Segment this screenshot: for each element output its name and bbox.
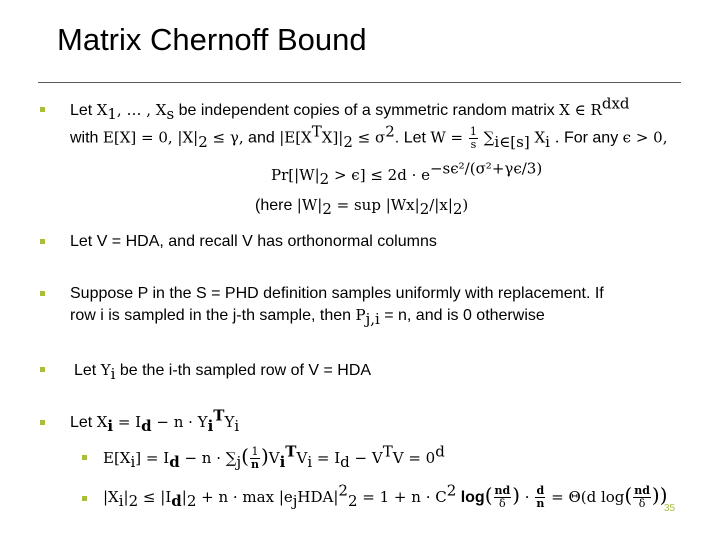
text: and [243,129,280,147]
math: − V [349,449,383,467]
text: . Let [394,129,431,147]
fraction [633,485,651,510]
denominator: n [536,497,545,511]
fraction [250,446,260,471]
paren: ) [512,483,521,507]
denominator: s [470,138,477,151]
math-sup: 2 [446,481,457,500]
fraction [469,126,478,151]
sub-bullet-marker [82,496,87,501]
numerator: nd [494,484,511,498]
title-divider [38,82,681,83]
math: , … , X [116,101,167,119]
numerator: nd [634,484,650,498]
bullet-marker [40,420,45,425]
math-sub: d [171,492,182,511]
math: > ϵ] ≤ 2d · e [329,166,430,184]
math: Pr[|W| [271,166,320,184]
bullet-orthonormal: Let V = HDA, and recall V has orthonormal columns [70,233,437,250]
text: be the i-th sampled row of V = HDA [115,362,372,379]
text: For any [559,129,623,147]
sub-bullet-expectation [103,442,445,472]
math-sub: 1 [107,105,117,124]
math: ] = I [135,449,170,467]
math: ≤ γ, [207,128,244,147]
math: X [529,128,546,147]
math: ) [462,196,469,214]
math-sup: dxd [601,94,630,113]
math-sub: 2 [128,492,139,511]
text: Let [70,102,97,119]
math-sup: T [382,442,393,461]
math: = Θ(d log [546,488,625,506]
math: ∑ [478,128,495,147]
math: | [123,488,129,506]
math: HDA| [297,488,339,506]
math: Y [224,413,235,431]
math-sub: d [340,453,350,472]
math: |W| [296,196,323,214]
math-sub: 2 [186,492,197,511]
math: /|x| [429,196,453,214]
math: |X [103,488,119,506]
math: . [549,128,560,147]
math-sub: 2 [322,200,332,219]
math-sup: 2 [385,122,395,141]
math-sub: j [236,453,242,472]
math-sub: i [130,453,136,472]
denominator: δ [499,497,506,511]
math-sub: j,i [365,310,380,329]
bullet-sampling-line2 [70,304,545,327]
chernoff-note [255,194,468,217]
paren: ) [260,444,269,468]
math: V [268,449,280,467]
math: = sup |Wx| [331,196,420,214]
slide-title: Matrix Chernoff Bound [57,22,367,57]
bullet-chernoff-line1 [70,94,630,124]
math: − n · Y [151,413,208,431]
text: row i is sampled in the j-th sample, then [70,307,356,324]
math: Y [100,361,111,379]
math-sub: i [110,365,116,384]
math: | [181,488,187,506]
math-sup: 2 [338,481,348,500]
math-sub: 2 [198,132,208,151]
math: E[X] = 0, |X| [102,128,199,147]
math: V = 0 [392,449,436,467]
math-sub: 2 [452,200,463,219]
math: W = [430,128,468,147]
text: Let [74,362,101,379]
bullet-sampling-line1: Suppose P in the S = PHD definition samples uniformly with replacement. If [70,285,604,302]
fraction [494,485,512,510]
math: + n · max |e [196,488,293,506]
math: ϵ > 0, [622,128,668,147]
denominator: δ [638,497,646,511]
math: X]| [321,128,344,147]
numerator: d [536,484,545,498]
bullet-marker [40,107,45,112]
math-sub: 2 [319,170,330,189]
math-sup: T [311,122,322,141]
math: E[X [103,449,131,467]
math-sub: i [279,453,286,472]
math-sub: i [234,417,240,436]
math-sub: i [107,417,114,436]
sub-bullet-marker [82,455,87,460]
chernoff-formula [271,159,543,189]
paren: ( [241,444,249,468]
text: with [70,129,103,147]
bullet-marker [40,239,45,244]
math-sub: s [166,105,175,124]
bullet-chernoff-line2 [70,122,668,151]
math-sub: j [292,492,298,511]
math: X ∈ R [559,101,602,119]
math: X [96,413,108,431]
page-number: 35 [664,503,676,514]
math-sup: T [213,406,225,425]
math: = I [312,449,341,467]
bullet-marker [40,291,45,296]
math-sub: i [118,492,124,511]
bullet-define-xi [70,406,240,436]
math-sub: i [207,417,214,436]
text: = n, and is 0 otherwise [379,307,545,324]
math-sub: i [307,453,313,472]
math-sup: T [285,442,297,461]
math: ≤ |I [138,488,172,506]
sub-bullet-norm-bound [103,481,668,511]
paren: )) [651,483,668,507]
math-sup: −sϵ²/(σ²+γϵ/3) [429,159,543,178]
log-word: log [456,489,485,506]
math: |E[X [279,128,312,147]
math-sub: d [169,453,180,472]
paren: ( [484,483,493,507]
math-sub: i [545,132,550,151]
bullet-sampled-row [74,359,371,382]
math: P [355,306,366,324]
text: (here [255,197,297,214]
math: = 1 + n · C [357,488,447,506]
numerator: 1 [469,125,477,138]
math-sub: 2 [419,200,430,219]
text: be independent copies of a symmetric random matrix [174,102,560,119]
bullet-marker [40,367,45,372]
math: ≤ σ [352,128,386,147]
math: − n · ∑ [179,449,237,467]
denominator: n [250,458,259,472]
math-sup: d [435,442,445,461]
math-sub: d [141,417,152,436]
text: Let [70,414,97,431]
math: V [296,449,308,467]
math: X [96,101,108,119]
math-sub: 2 [343,132,353,151]
math: = I [113,413,142,431]
paren: ( [624,483,633,507]
math: · [520,488,535,506]
numerator: 1 [251,445,259,459]
math-sub: 2 [347,492,358,511]
fraction [535,485,545,510]
math-sub: i∈[s] [494,132,530,151]
